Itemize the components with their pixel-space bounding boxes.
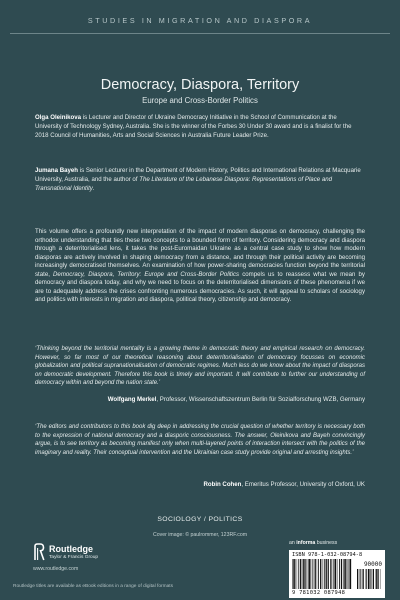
publisher-logo — [33, 543, 153, 563]
barcode-digits: 9 781032 087948 — [292, 590, 346, 596]
publisher-name: Routledge — [49, 544, 93, 554]
barcode-bar — [335, 559, 336, 589]
barcode-bar — [294, 559, 295, 589]
endorser-name: Robin Cohen — [203, 481, 242, 488]
author-bio-end: . — [92, 185, 95, 193]
barcode-bar — [293, 559, 294, 589]
author-name: Jumana Bayeh — [35, 167, 79, 174]
barcode-bar — [308, 559, 309, 589]
price-code: 90000 — [363, 561, 382, 568]
barcode-bar — [377, 569, 378, 589]
barcode-bar — [334, 559, 335, 589]
endorsement-attribution — [108, 396, 365, 404]
isbn-text: ISBN 978-1-032-08794-8 — [292, 551, 363, 558]
ebook-note: Routledge titles are available as eBook editions in a range of digital formats — [13, 584, 173, 589]
barcode-bar — [357, 569, 358, 589]
author-bio-text: is Senior Lecturer in the Department of Modern History, Politics and International Relations at Macquarie University, Australia, and the author of — [35, 167, 361, 184]
cover-image-credit: Cover image: © paulrommer, 123RF.com — [152, 532, 248, 538]
barcode-bar — [366, 569, 367, 589]
barcode-bar — [300, 559, 301, 589]
barcode-bar — [320, 559, 321, 589]
barcode-bar — [318, 559, 319, 589]
informa-prefix: an — [289, 540, 295, 546]
endorser-affiliation: , Professor, Wissenschaftszentrum Berlin für Sozialforschung WZB, Germany — [156, 396, 365, 403]
endorser-affiliation: , Emeritus Professor, University of Oxford, UK — [241, 481, 365, 488]
barcode-bar — [309, 559, 310, 589]
informa-business-mark — [289, 540, 337, 546]
barcode-bar — [350, 559, 351, 589]
series-name: STUDIES IN MIGRATION AND DIASPORA — [87, 16, 313, 25]
barcode-bar — [371, 569, 372, 589]
barcode-bar — [360, 569, 361, 589]
author-bio-bayeh — [35, 166, 365, 194]
barcode-bar — [363, 569, 364, 589]
description-part-1: This volume offers a profoundly new interpretation of the impact of modern diasporas on democracy, challenging the orthodox understanding that ties these two concepts to a bounded form of territory. Considering democracy and diaspora through a deterritorialised lens, it takes the post-Euromaidan Ukraine as a central case study to show how modern diasporas are actively involved in shaping democracy from a distance, and through their political activity are becoming increasingly democratised themselves. An examination of how power-sharing democracies function beyond the territorial state, — [35, 228, 365, 278]
description-title: Democracy, Diaspora, Territory: Europe and Cross-Border Politics — [53, 270, 240, 278]
barcode-bar — [368, 569, 369, 589]
barcode-bar — [315, 559, 316, 589]
ean-barcode — [292, 559, 352, 589]
author-name: Olga Oleinikova — [35, 114, 82, 121]
barcode-bar — [303, 559, 304, 589]
endorser-name: Wolfgang Merkel — [107, 396, 157, 403]
barcode-bar — [324, 559, 325, 589]
barcode-bar — [326, 559, 327, 589]
barcode-bar — [345, 559, 346, 589]
series-divider — [10, 33, 390, 34]
book-subtitle: Europe and Cross-Border Politics — [142, 96, 258, 105]
barcode-bar — [304, 559, 305, 589]
book-title: Democracy, Diaspora, Territory — [100, 77, 300, 93]
endorsement-attribution — [203, 481, 365, 489]
barcode-bar — [373, 569, 374, 589]
barcode-bar — [312, 559, 313, 589]
barcode-bar — [341, 559, 342, 589]
barcode-panel — [289, 550, 385, 598]
publisher-group: Taylor & Francis Group — [49, 554, 99, 560]
author-bio-oleinikova — [35, 113, 365, 141]
subject-category: SOCIOLOGY / POLITICS — [157, 516, 243, 523]
author-bio-text: is Lecturer and Director of Ukraine Democracy Initiative in the School of Communication at the University of Technology Sydney, Australia. She is the winner of the Forbes 30 Under 30 award and is a finalist for the 2018 Council of Humanities, Arts and Social Sciences in Australia Future Leader Prize. — [35, 114, 352, 140]
routledge-logo-icon — [33, 543, 45, 561]
informa-suffix: business — [316, 540, 338, 546]
barcode-bar — [330, 559, 331, 589]
endorsement-quote: ‘The editors and contributors to this book dig deep in addressing the crucial question of whether territory is necessary both to the expression of national democracy and a diasporic consciousness. The answer, Oleinikova and Bayeh convincingly argue, is to see territory as becoming manifest only when multi-layered points of interaction intersect with the politics of the imaginary and reality. Their conceptual intervention and the Ukrainian case study provide original and arresting insights.’ — [35, 424, 365, 456]
barcode-bar — [344, 559, 345, 589]
endorsement-quote: ‘Thinking beyond the territorial mentality is a growing theme in democratic theory and empirical research on democracy. However, so far most of our theoretical reasoning about deterritorialisation of democracy focusses on economic globalization and political supranationalisation of democratic regimes. Much less do we know about the impact of diasporas on democratic development. Therefore this book is timely and important. It will contribute to further our understanding of democracy within and beyond the nation state.’ — [35, 346, 365, 386]
barcode-bar — [328, 559, 329, 589]
informa-brand: informa — [296, 540, 316, 546]
barcode-bar — [376, 569, 377, 589]
barcode-bar — [298, 559, 299, 589]
addon-barcode — [357, 569, 381, 589]
book-description — [35, 228, 365, 305]
author-book-title: The Literature of the Lebanese Diaspora: Representations of Place and Transnational Identity — [35, 176, 332, 193]
description-part-2: compels us to reassess what we mean by democracy and diaspora today, and why we need to focus on the deterritorialised dimensions of these phenomena if we are to adequately address the crises confronting numerous democracies. As such, it will appeal to scholars of sociology and politics with interests in migration and diaspora, political theory, citizenship and democracy. — [35, 270, 365, 304]
publisher-website: www.routledge.com — [33, 566, 79, 572]
barcode-bar — [349, 559, 350, 589]
barcode-bar — [339, 559, 340, 589]
